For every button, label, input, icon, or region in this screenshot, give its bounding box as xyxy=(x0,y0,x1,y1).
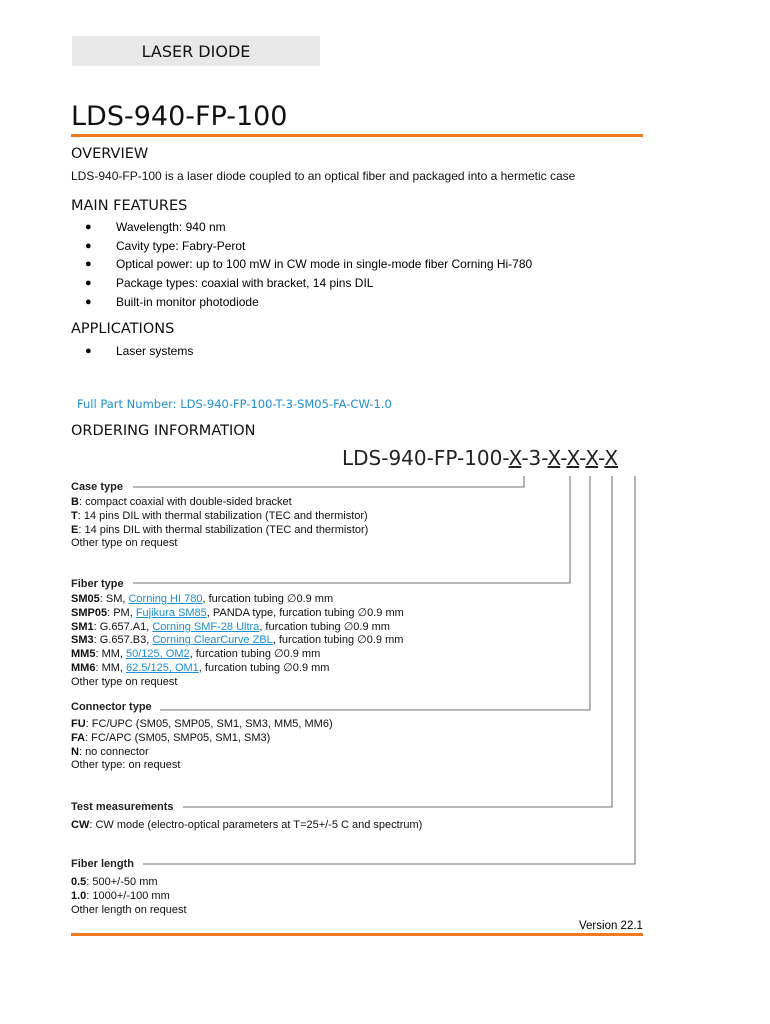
fiber-length-options xyxy=(71,876,187,917)
fiber-link[interactable]: 50/125, OM2 xyxy=(126,648,190,661)
connector-type-options xyxy=(71,718,333,773)
case-type-options xyxy=(71,496,368,551)
footer-divider xyxy=(71,933,643,936)
feature-item: ● Built-in monitor photodiode xyxy=(71,293,532,312)
list-item: FU: FC/UPC (SM05, SMP05, SM1, SM3, MM5, MM6) xyxy=(71,718,333,730)
bullet-icon: ● xyxy=(85,221,92,233)
list-item: SMP05: PM, Fujikura SM85, PANDA type, furcation tubing ∅0.9 mm xyxy=(71,606,404,619)
test-measurements-title: Test measurements xyxy=(71,801,174,813)
case-type-title: Case type xyxy=(71,481,123,493)
list-item: SM1: G.657.A1, Corning SMF-28 Ultra, furcation tubing ∅0.9 mm xyxy=(71,620,390,633)
page-title: LDS-940-FP-100 xyxy=(71,101,288,132)
list-item: Other type: on request xyxy=(71,759,181,772)
list-item: B: compact coaxial with double-sided bracket xyxy=(71,496,292,508)
fiber-link[interactable]: Corning SMF-28 Ultra xyxy=(152,620,260,633)
list-item: 1.0: 1000+/-100 mm xyxy=(71,889,170,902)
applications-heading: APPLICATIONS xyxy=(71,321,175,337)
list-item: N: no connector xyxy=(71,745,149,758)
application-item: ● Laser systems xyxy=(71,342,193,361)
list-item: FA: FC/APC (SM05, SMP05, SM1, SM3) xyxy=(71,731,271,744)
fiber-link[interactable]: Corning ClearCurve ZBL xyxy=(152,634,273,647)
bullet-icon: ● xyxy=(85,345,92,357)
fiber-type-options xyxy=(71,593,404,690)
feature-item: ● Package types: coaxial with bracket, 14 pins DIL xyxy=(71,274,532,293)
overview-text: LDS-940-FP-100 is a laser diode coupled to an optical fiber and packaged into a hermetic case xyxy=(71,169,576,183)
feature-item: ● Cavity type: Fabry-Perot xyxy=(71,237,532,256)
list-item: 0.5: 500+/-50 mm xyxy=(71,876,158,888)
list-item: CW: CW mode (electro-optical parameters at T=25+/-5 C and spectrum) xyxy=(71,819,423,831)
list-item: Other type on request xyxy=(71,537,178,550)
part-x-fiber: X xyxy=(547,446,561,470)
fiber-link[interactable]: 62.5/125, OM1 xyxy=(126,661,199,674)
part-x-length: X xyxy=(604,446,619,470)
features-heading: MAIN FEATURES xyxy=(71,198,188,214)
part-x-case: X xyxy=(508,446,522,470)
list-item: SM3: G.657.B3, Corning ClearCurve ZBL, furcation tubing ∅0.9 mm xyxy=(71,634,404,647)
list-item: MM5: MM, 50/125, OM2, furcation tubing ∅0.9 mm xyxy=(71,648,321,661)
leader-case-type xyxy=(133,476,524,487)
bullet-icon: ● xyxy=(85,295,92,308)
full-part-number: Full Part Number: LDS-940-FP-100-T-3-SM05-FA-CW-1.0 xyxy=(77,397,392,411)
badge-label: LASER DIODE xyxy=(141,41,251,61)
version-label: Version 22.1 xyxy=(579,920,643,932)
feature-item: ● Wavelength: 940 nm xyxy=(71,218,532,237)
list-item: E: 14 pins DIL with thermal stabilization (TEC and thermistor) xyxy=(71,523,369,536)
overview-heading: OVERVIEW xyxy=(71,146,149,162)
fiber-type-title: Fiber type xyxy=(71,578,124,590)
fiber-link[interactable]: Corning HI 780 xyxy=(128,593,203,605)
fiber-link[interactable]: Fujikura SM85 xyxy=(135,606,207,619)
list-item: Other length on request xyxy=(71,903,187,916)
part-x-test: X xyxy=(585,446,599,470)
list-item: MM6: MM, 62.5/125, OM1, furcation tubing ∅0.9 mm xyxy=(71,661,330,674)
connector-type-title: Connector type xyxy=(71,701,152,713)
bullet-icon: ● xyxy=(85,277,92,290)
part-x-connector: X xyxy=(566,446,580,470)
test-measurements-options xyxy=(71,819,422,833)
ordering-heading: ORDERING INFORMATION xyxy=(71,423,256,439)
bullet-icon: ● xyxy=(85,258,92,271)
feature-item: ● Optical power: up to 100 mW in CW mode in single-mode fiber Corning Hi-780 xyxy=(71,255,532,274)
part-number-template: LDS-940-FP-100-X-3-X-X-X-X xyxy=(342,446,619,470)
list-item: Other type on request xyxy=(71,675,178,688)
bullet-icon: ● xyxy=(85,239,92,252)
list-item: T: 14 pins DIL with thermal stabilization (TEC and thermistor) xyxy=(71,509,368,522)
list-item: SM05: SM, Corning HI 780, furcation tubing ∅0.9 mm xyxy=(71,593,334,605)
fiber-length-title: Fiber length xyxy=(71,858,134,870)
